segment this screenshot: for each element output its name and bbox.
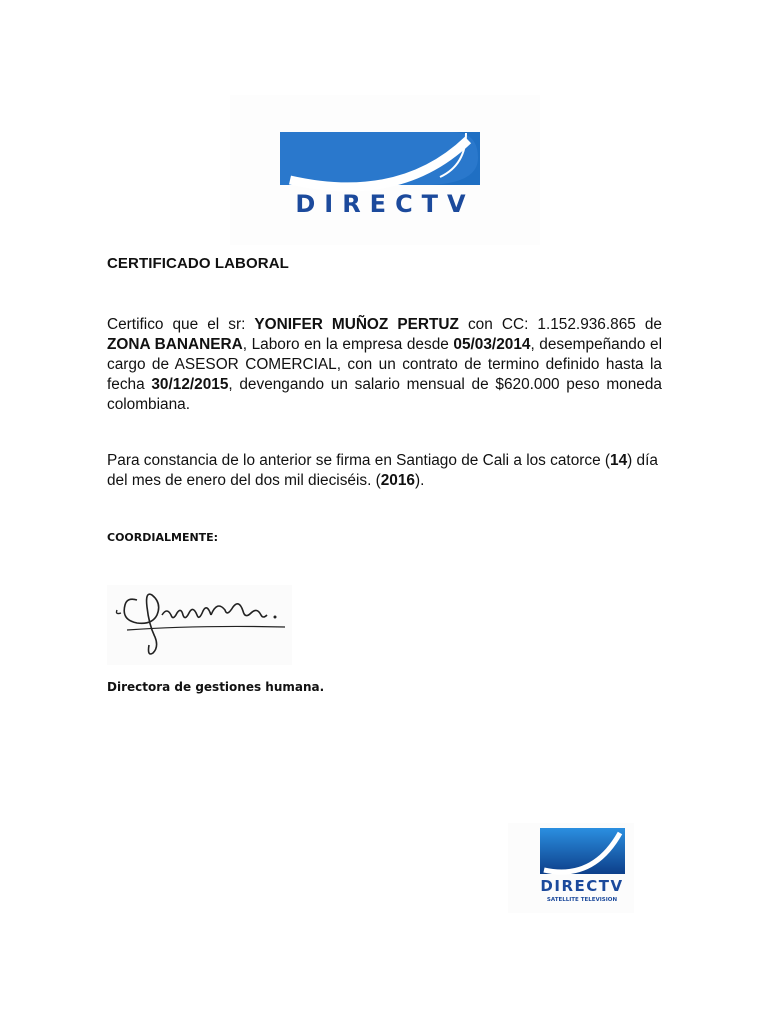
signature	[107, 585, 292, 665]
sign-day: 14	[610, 452, 628, 469]
body-text: ) día del mes de enero del dos mil dieciséis. (	[107, 452, 658, 489]
body-text: ).	[415, 472, 425, 489]
page-title: CERTIFICADO LABORAL	[107, 255, 289, 272]
signer-role: Directora de gestiones humana.	[107, 680, 325, 694]
logo-wordmark: DIRECTV	[295, 190, 475, 218]
body-text: Para constancia de lo anterior se firma en Santiago de Cali a los catorce (	[107, 452, 611, 469]
body-text: , devengando un salario mensual de $620.000 peso moneda colombiana.	[107, 376, 662, 413]
closing-salutation: COORDIALMENTE:	[107, 531, 219, 544]
directv-satellite-logo	[508, 823, 634, 913]
sign-year: 2016	[380, 472, 415, 489]
employee-origin: ZONA BANANERA	[107, 336, 243, 353]
body-text: , desempeñando el cargo de ASESOR COMERCIAL, con un contrato de termino definido hasta la fecha	[107, 336, 663, 393]
directv-logo-icon	[230, 95, 540, 245]
body-text: , Laboro en la empresa desde	[242, 336, 454, 353]
directv-satellite-logo-icon	[508, 823, 634, 913]
start-date: 05/03/2014	[453, 336, 531, 353]
employee-name: YONIFER MUÑOZ PERTUZ	[254, 316, 459, 333]
end-date: 30/12/2015	[151, 376, 229, 393]
body-text: con CC: 1.152.936.865 de	[458, 316, 662, 333]
handwritten-signature-icon	[107, 585, 292, 665]
certificate-body	[107, 315, 662, 415]
logo-wordmark: DIRECTV	[540, 877, 624, 895]
attestation-paragraph	[107, 451, 662, 491]
directv-logo	[230, 95, 540, 245]
logo-tagline: SATELLITE TELEVISION	[546, 897, 618, 903]
body-text: Certifico que el sr:	[107, 316, 255, 333]
